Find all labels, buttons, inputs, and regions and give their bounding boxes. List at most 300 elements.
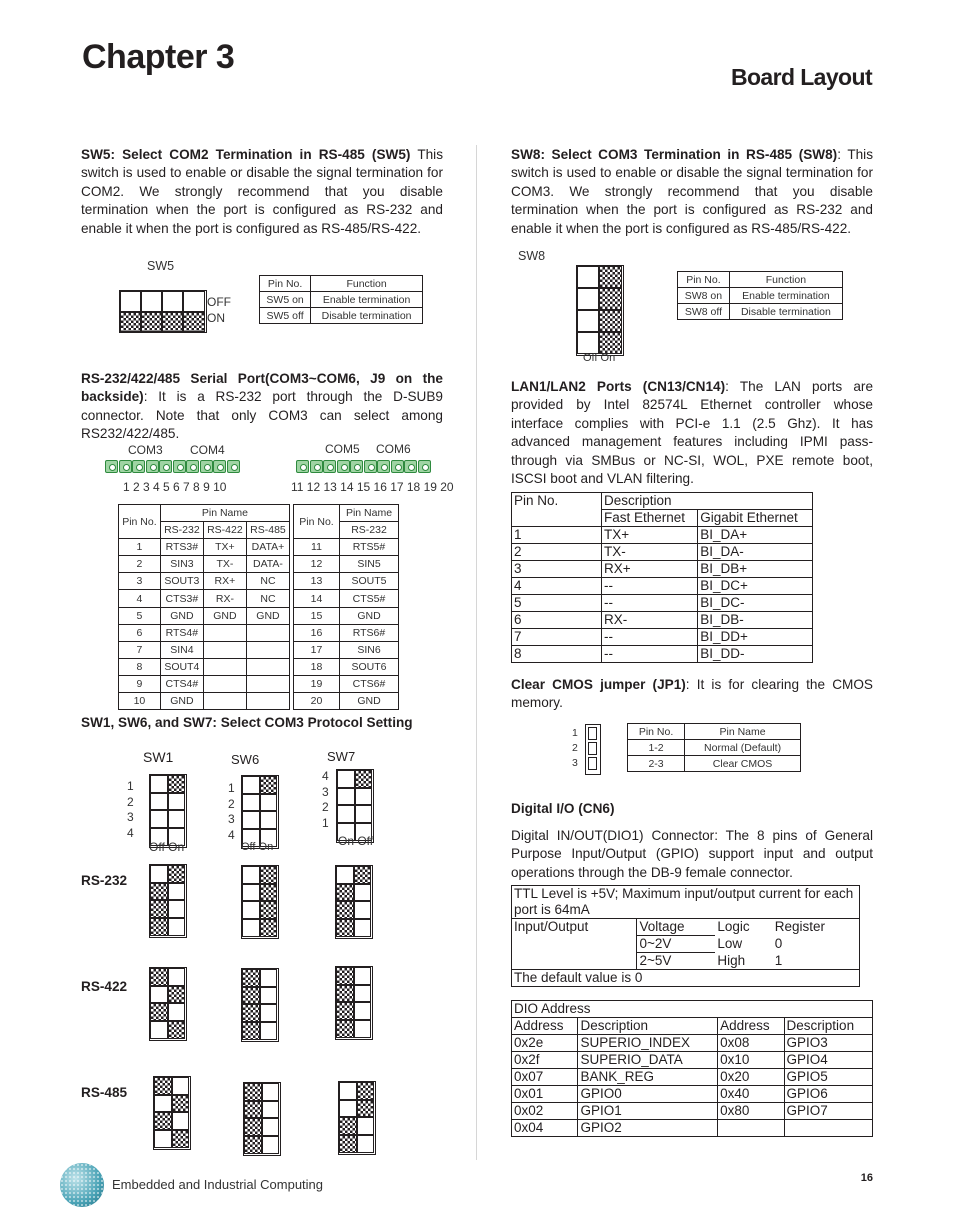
sw1-position-number: 4 xyxy=(127,825,134,840)
table-cell: Disable termination xyxy=(311,308,423,324)
switch-cell xyxy=(242,1004,260,1022)
switch-cell xyxy=(168,865,186,883)
switch-cell xyxy=(339,1117,357,1135)
table-cell: RTS5# xyxy=(340,539,399,556)
sw1-rs485-setting xyxy=(153,1076,191,1150)
serial-text: : It is a RS-232 port through the D-SUB9 connector. Note that only COM3 can select among RS232/422/485. xyxy=(81,389,443,442)
switch-cell xyxy=(150,865,168,883)
table-cell: GND xyxy=(246,607,289,624)
table-cell: BANK_REG xyxy=(578,1069,718,1086)
table-row xyxy=(512,1052,873,1069)
table-row xyxy=(512,578,813,595)
table-cell: -- xyxy=(602,646,698,663)
connector-pin xyxy=(227,460,240,473)
table-cell xyxy=(203,693,246,710)
ttl-note-cell: TTL Level is +5V; Maximum input/output current for each port is 64mA xyxy=(512,886,860,919)
table-row xyxy=(512,595,813,612)
table-row xyxy=(119,607,290,624)
sw7-label: SW7 xyxy=(327,749,356,764)
table-cell: Normal (Default) xyxy=(685,740,801,756)
sw7-rs422-setting xyxy=(335,966,373,1040)
com6-label: COM6 xyxy=(376,442,411,456)
connector-pin xyxy=(159,460,172,473)
com5-label: COM5 xyxy=(325,442,360,456)
switch-cell xyxy=(337,805,355,823)
switch-cell xyxy=(336,884,354,902)
table-row xyxy=(512,886,860,919)
table-row xyxy=(119,556,290,573)
sw6-reference-switch xyxy=(241,775,279,849)
switch-cell xyxy=(150,918,168,936)
table-cell: Disable termination xyxy=(729,304,842,320)
table-cell: RTS4# xyxy=(160,624,203,641)
table-cell: SOUT5 xyxy=(340,573,399,590)
switch-cell xyxy=(357,1135,375,1153)
switch-cell xyxy=(168,775,186,793)
table-row xyxy=(294,573,399,590)
table-row xyxy=(512,561,813,578)
sw5-off-label: OFF xyxy=(207,295,231,309)
table-cell: BI_DC- xyxy=(698,595,813,612)
table-cell: 8 xyxy=(119,658,161,675)
pin-numbers-right: 11 12 13 14 15 16 17 18 19 20 xyxy=(291,480,454,494)
table-cell: GND xyxy=(160,693,203,710)
table-header-cell: Description xyxy=(784,1018,872,1035)
table-row xyxy=(294,556,399,573)
connector-pin xyxy=(350,460,363,473)
switch-cell xyxy=(357,1117,375,1135)
table-header-cell: RS-232 xyxy=(340,522,399,539)
table-row xyxy=(294,590,399,607)
sw8-label: SW8 xyxy=(518,249,546,263)
switch-cell xyxy=(336,901,354,919)
table-cell: SIN4 xyxy=(160,641,203,658)
table-row xyxy=(119,641,290,658)
sw5-switch-diagram xyxy=(119,290,207,333)
table-header-row xyxy=(512,1018,873,1035)
switch-cell xyxy=(357,1100,375,1118)
switch-cell xyxy=(244,1136,262,1154)
switch-cell xyxy=(150,775,168,793)
switch-cell xyxy=(242,776,260,794)
switch-cell xyxy=(355,770,373,788)
sw1-label: SW1 xyxy=(143,749,174,765)
table-cell: BI_DD+ xyxy=(698,629,813,646)
table-header-cell: Function xyxy=(311,276,423,292)
table-cell: Clear CMOS xyxy=(685,756,801,772)
table-header-cell: Pin No. xyxy=(512,493,602,527)
sw6-rs485-setting xyxy=(243,1082,281,1156)
table-cell: SUPERIO_DATA xyxy=(578,1052,718,1069)
table-cell xyxy=(203,641,246,658)
jp1-pin-number: 3 xyxy=(572,757,578,769)
table-header-row xyxy=(294,505,399,522)
sw8-function-table xyxy=(677,271,843,320)
table-row xyxy=(512,544,813,561)
table-cell: RTS6# xyxy=(340,624,399,641)
connector-pin xyxy=(418,460,431,473)
serial-paragraph xyxy=(81,370,443,444)
table-cell: 0x04 xyxy=(512,1120,578,1137)
table-header-cell: Pin No. xyxy=(260,276,311,292)
table-cell: 0x80 xyxy=(718,1103,784,1120)
table-header-cell: Description xyxy=(578,1018,718,1035)
switch-cell xyxy=(154,1130,172,1148)
com3-label: COM3 xyxy=(128,443,163,457)
table-cell: BI_DC+ xyxy=(698,578,813,595)
table-cell xyxy=(203,624,246,641)
table-cell: SIN6 xyxy=(340,641,399,658)
table-cell: DATA- xyxy=(246,556,289,573)
table-cell xyxy=(246,675,289,692)
table-cell: CTS5# xyxy=(340,590,399,607)
lan-pin-table xyxy=(511,492,813,663)
table-cell: TX+ xyxy=(602,527,698,544)
table-cell: -- xyxy=(602,595,698,612)
table-header-cell: RS-422 xyxy=(203,522,246,539)
table-cell: SOUT3 xyxy=(160,573,203,590)
switch-cell xyxy=(354,866,372,884)
switch-cell xyxy=(260,987,278,1005)
sw5-paragraph xyxy=(81,146,443,238)
table-row xyxy=(512,527,813,544)
switch-cell xyxy=(262,1101,280,1119)
footer-text: Embedded and Industrial Computing xyxy=(112,1177,324,1192)
jp1-pin-number: 2 xyxy=(572,742,578,754)
switch-cell xyxy=(242,987,260,1005)
table-row xyxy=(119,658,290,675)
table-cell: GND xyxy=(340,607,399,624)
connector-pin xyxy=(105,460,118,473)
table-header-cell: Pin Name xyxy=(340,505,399,522)
table-cell: 3 xyxy=(512,561,602,578)
sw5-text: This switch is used to enable or disable the signal termination for COM2. We strongly recommend that you disable termination when the port is configured as RS-232 and enable it when the port is configured as RS-485/RS-422. xyxy=(81,147,443,236)
table-cell: RX+ xyxy=(602,561,698,578)
table-cell: 6 xyxy=(119,624,161,641)
table-row xyxy=(119,539,290,556)
table-cell: SUPERIO_INDEX xyxy=(578,1035,718,1052)
table-header-row xyxy=(628,724,801,740)
table-cell: SW8 on xyxy=(678,288,730,304)
switch-cell xyxy=(244,1101,262,1119)
table-cell: GPIO2 xyxy=(578,1120,718,1137)
table-cell: 0x2f xyxy=(512,1052,578,1069)
switch-cell xyxy=(244,1118,262,1136)
table-cell: CTS6# xyxy=(340,675,399,692)
sw8-text: : This switch is used to enable or disable the signal termination for COM3. We strongly recommend that you disable termination when the port is configured as RS-232 and enable it when the port is configured as RS-485/RS-422. xyxy=(511,147,874,236)
table-cell: 12 xyxy=(294,556,340,573)
sw7-reference-switch xyxy=(336,769,374,843)
switch-cell xyxy=(339,1082,357,1100)
sw5-heading: SW5: Select COM2 Termination in RS-485 (SW5) xyxy=(81,147,411,162)
table-cell: GPIO0 xyxy=(578,1086,718,1103)
switch-cell xyxy=(336,1020,354,1038)
table-header-cell: Fast Ethernet xyxy=(602,510,698,527)
jp1-pin-number: 1 xyxy=(572,727,578,739)
section-title: Board Layout xyxy=(730,64,872,90)
sw6-label: SW6 xyxy=(231,752,260,767)
table-cell: 15 xyxy=(294,607,340,624)
table-cell: SOUT4 xyxy=(160,658,203,675)
switch-cell xyxy=(172,1077,190,1095)
cmos-table xyxy=(627,723,801,772)
switch-cell xyxy=(168,793,186,811)
switch-cell xyxy=(336,1002,354,1020)
table-cell xyxy=(718,1120,784,1137)
switch-cell xyxy=(150,883,168,901)
table-cell xyxy=(203,675,246,692)
table-row xyxy=(512,646,813,663)
table-cell: GND xyxy=(340,693,399,710)
table-cell: 2 xyxy=(119,556,161,573)
table-header-cell: Pin Name xyxy=(685,724,801,740)
table-cell: 0x40 xyxy=(718,1086,784,1103)
table-header-cell: Address xyxy=(512,1018,578,1035)
table-row xyxy=(294,641,399,658)
switch-cell xyxy=(172,1130,190,1148)
connector-pin xyxy=(146,460,159,473)
sw7-position-number: 2 xyxy=(322,800,329,814)
sw1-position-number: 3 xyxy=(127,810,134,824)
table-cell: 0~2V xyxy=(637,936,715,953)
switch-cell xyxy=(336,967,354,985)
table-row xyxy=(512,919,860,936)
table-cell: 11 xyxy=(294,539,340,556)
table-cell: BI_DB+ xyxy=(698,561,813,578)
switch-cell xyxy=(262,1136,280,1154)
switch-cell xyxy=(154,1095,172,1113)
connector-pin xyxy=(296,460,309,473)
table-cell: Enable termination xyxy=(311,292,423,308)
table-row xyxy=(512,1035,873,1052)
connector-pin xyxy=(119,460,132,473)
table-cell: 0x2e xyxy=(512,1035,578,1052)
cmos-heading: Clear CMOS jumper (JP1) xyxy=(511,677,686,692)
table-header-cell: Logic xyxy=(717,919,750,935)
table-header-cell: Pin No. xyxy=(119,505,161,539)
switch-cell xyxy=(150,986,168,1004)
table-cell: 0 xyxy=(774,936,783,951)
sw8-switch-diagram xyxy=(576,265,624,356)
switch-cell xyxy=(260,794,278,812)
table-cell: 5 xyxy=(512,595,602,612)
table-cell: 20 xyxy=(294,693,340,710)
table-cell: 1 xyxy=(512,527,602,544)
table-cell: 0x02 xyxy=(512,1103,578,1120)
table-row xyxy=(678,304,843,320)
table-row xyxy=(260,308,423,324)
table-cell: -- xyxy=(602,629,698,646)
sw7-position-number: 4 xyxy=(322,769,329,783)
table-cell: SOUT6 xyxy=(340,658,399,675)
sw5-on-label: ON xyxy=(207,311,225,325)
switch-cell xyxy=(260,776,278,794)
switch-cell xyxy=(242,884,260,902)
table-row xyxy=(294,693,399,710)
table-cell: GPIO4 xyxy=(784,1052,872,1069)
table-cell: RX- xyxy=(203,590,246,607)
table-cell: 7 xyxy=(119,641,161,658)
switch-cell xyxy=(242,901,260,919)
table-cell: BI_DB- xyxy=(698,612,813,629)
table-cell xyxy=(246,641,289,658)
table-header-row xyxy=(678,272,843,288)
table-row xyxy=(512,612,813,629)
com5-com6-pin-table xyxy=(293,504,399,710)
switch-cell xyxy=(354,1020,372,1038)
table-cell: BI_DA+ xyxy=(698,527,813,544)
sw6-position-number: 2 xyxy=(228,796,235,811)
switch-cell xyxy=(242,866,260,884)
table-cell: 0x08 xyxy=(718,1035,784,1052)
table-cell: 5 xyxy=(119,607,161,624)
switch-cell xyxy=(150,793,168,811)
sw6-position-number: 3 xyxy=(228,812,235,826)
sw8-offon-label: Off On xyxy=(583,352,616,364)
table-cell: CTS3# xyxy=(160,590,203,607)
switch-cell xyxy=(260,901,278,919)
rs232-label: RS-232 xyxy=(81,873,128,888)
sw7-onoff-label: On Off xyxy=(338,834,374,848)
table-cell: Enable termination xyxy=(729,288,842,304)
switch-cell xyxy=(168,810,186,828)
sw1-rs422-setting xyxy=(149,967,187,1041)
com3-com4-pin-table xyxy=(118,504,290,710)
switch-cell xyxy=(242,794,260,812)
table-cell: 0x01 xyxy=(512,1086,578,1103)
table-header-cell: Function xyxy=(729,272,842,288)
table-row xyxy=(628,740,801,756)
switch-cell xyxy=(354,884,372,902)
protocol-heading: SW1, SW6, and SW7: Select COM3 Protocol Setting xyxy=(81,715,413,730)
table-row xyxy=(260,292,423,308)
switch-cell xyxy=(354,967,372,985)
switch-cell xyxy=(154,1077,172,1095)
table-header-cell: Pin No. xyxy=(294,505,340,539)
connector-pin xyxy=(213,460,226,473)
ttl-level-table xyxy=(511,885,860,987)
table-cell: RX+ xyxy=(203,573,246,590)
table-cell xyxy=(246,658,289,675)
jp1-pin-numbers xyxy=(572,726,578,771)
switch-cell xyxy=(260,884,278,902)
table-header-cell: Address xyxy=(718,1018,784,1035)
table-cell: CTS4# xyxy=(160,675,203,692)
table-header-cell: Pin No. xyxy=(628,724,685,740)
lan-paragraph xyxy=(511,378,873,488)
table-cell: High xyxy=(717,952,746,968)
table-row xyxy=(294,624,399,641)
table-cell: 16 xyxy=(294,624,340,641)
sw6-offon-label: Off On xyxy=(241,841,274,853)
table-cell: BI_DD- xyxy=(698,646,813,663)
table-cell: Low xyxy=(717,936,743,951)
table-row xyxy=(119,573,290,590)
sw8-heading: SW8: Select COM3 Termination in RS-485 (SW8) xyxy=(511,147,838,162)
lan-text: : The LAN ports are provided by Intel 82574L Ethernet controller whose interface complies with PCI-e 1.1 (2.5 Ghz). It has advanced management features including IPMI pass-through via SMBus or NC-SI, WOL, PXE remote boot, ISCSI boot and VLAN filtering. xyxy=(511,379,873,487)
table-cell: NC xyxy=(246,590,289,607)
table-cell: RTS3# xyxy=(160,539,203,556)
table-cell: SW5 off xyxy=(260,308,311,324)
table-row xyxy=(512,1069,873,1086)
dio-paragraph: Digital IN/OUT(DIO1) Connector: The 8 pins of General Purpose Input/Output (GPIO) support input and output operations through the DB-9 female connector. xyxy=(511,828,873,880)
switch-cell xyxy=(242,969,260,987)
sw1-offon-label: Off On xyxy=(149,840,185,854)
table-header-row xyxy=(119,505,290,522)
table-header-cell: RS-485 xyxy=(246,522,289,539)
table-cell: RX- xyxy=(602,612,698,629)
sw7-rs232-setting xyxy=(335,865,373,939)
table-title-cell: DIO Address xyxy=(512,1001,873,1018)
table-cell: GND xyxy=(203,607,246,624)
switch-cell xyxy=(260,866,278,884)
table-cell: BI_DA- xyxy=(698,544,813,561)
table-row xyxy=(512,1001,873,1018)
sw6-position-number: 1 xyxy=(228,781,235,795)
switch-cell xyxy=(168,1021,186,1039)
switch-cell xyxy=(168,883,186,901)
connector-pin xyxy=(377,460,390,473)
pin-numbers-left: 1 2 3 4 5 6 7 8 9 10 xyxy=(123,480,227,494)
table-cell: SW8 off xyxy=(678,304,730,320)
table-row xyxy=(119,624,290,641)
table-row xyxy=(512,629,813,646)
switch-cell xyxy=(242,1022,260,1040)
switch-cell xyxy=(260,919,278,937)
connector-pin xyxy=(173,460,186,473)
table-cell: 2-3 xyxy=(628,756,685,772)
table-header-row xyxy=(512,493,813,510)
switch-cell xyxy=(150,1021,168,1039)
sw1-position-number: 2 xyxy=(127,794,134,809)
table-cell: 2~5V xyxy=(637,953,715,970)
table-cell: 8 xyxy=(512,646,602,663)
sw5-label: SW5 xyxy=(147,259,175,273)
table-header-cell: Register xyxy=(774,919,826,935)
switch-cell xyxy=(262,1083,280,1101)
table-cell: GPIO5 xyxy=(784,1069,872,1086)
table-header-cell: Gigabit Ethernet xyxy=(698,510,813,527)
switch-cell xyxy=(260,1004,278,1022)
connector-pin xyxy=(391,460,404,473)
table-cell: GPIO6 xyxy=(784,1086,872,1103)
table-cell: TX+ xyxy=(203,539,246,556)
table-cell: 13 xyxy=(294,573,340,590)
connector-pin xyxy=(337,460,350,473)
cmos-text: : It is for clearing the CMOS memory. xyxy=(511,677,873,711)
table-row xyxy=(294,675,399,692)
table-cell: GPIO1 xyxy=(578,1103,718,1120)
table-cell: GND xyxy=(160,607,203,624)
connector-pin xyxy=(186,460,199,473)
table-header-cell: Pin No. xyxy=(678,272,730,288)
switch-cell xyxy=(168,918,186,936)
com5-com6-connector xyxy=(296,458,434,478)
connector-pin xyxy=(310,460,323,473)
table-cell: 17 xyxy=(294,641,340,658)
switch-cell xyxy=(354,901,372,919)
switch-cell xyxy=(168,1003,186,1021)
rs422-label: RS-422 xyxy=(81,979,128,994)
switch-cell xyxy=(260,969,278,987)
switch-cell xyxy=(354,919,372,937)
column-divider xyxy=(476,145,477,1160)
table-cell: 0x07 xyxy=(512,1069,578,1086)
table-cell: -- xyxy=(602,578,698,595)
switch-cell xyxy=(150,900,168,918)
sw6-rs422-setting xyxy=(241,968,279,1042)
table-cell: GPIO3 xyxy=(784,1035,872,1052)
